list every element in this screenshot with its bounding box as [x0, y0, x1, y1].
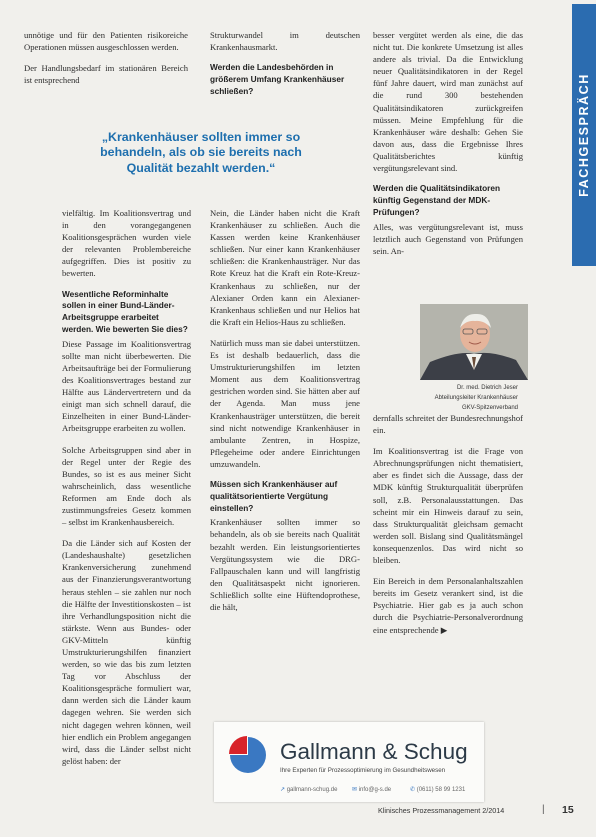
paragraph: Nein, die Länder haben nicht die Kraft Krankenhäuser zu schließen. Auch die Kassen werden keine Krankenhäuser schließen. Nur einer kann Krankenhäuser schließen: die Krankenhausträger. Nur das Rote Kreuz hat die Kraft ein Rote-Kreuz-Krankenhaus zu schließen, nur der Alexianer Orden kann ein Alexianer-Krankenhaus schließen und nur Helios hat die Kraft ein Helios-Haus zu schließen.: [210, 208, 360, 327]
pie-logo-icon: [228, 735, 268, 775]
section-tab: [572, 4, 596, 266]
paragraph: Krankenhäuser sollten immer so behandeln, als ob sie bereits nach Qualität bezahlt werden. Ein leistungsorientiertes Vergütungssystem wie die DRG-Fallpauschalen kann und will langfristig den Qualitätsaspekt nicht ignorieren. Schließlich sollte eine Hüftendoprothese, die hält,: [210, 517, 360, 613]
paragraph: vielfältig. Im Koalitionsvertrag und in den vorangegangenen Koalitionsgesprächen wurden viele der relevanten Problembereiche aufgegriffen. Dies ist positiv zu bewerten.: [62, 208, 191, 279]
page-footer: [378, 804, 574, 816]
column-3-continued: [373, 412, 523, 645]
page-number: 15: [562, 804, 574, 816]
section-tab-label: FACHGESPRÄCH: [577, 73, 591, 197]
column-1-bottom: [62, 207, 191, 776]
column-3-top: [373, 29, 523, 266]
mail-icon: ✉: [352, 787, 358, 793]
paragraph: Da die Länder sich auf Kosten der (Landeshaushalte) gesetzlichen Krankenversicherung zunehmend aus der Finanzierungsverantwortung heraus stehlen – sie zahlen nur noch die Hälfte der Investitionskosten – ist ihre Verhandlungsposition nicht die stärkste. Wenn aus Bundes- oder GKV-Mitteln künftig Umstrukturierungshilfen finanziert werden, so wie das bis zum letzten Tag vor Abschluss der Koalitionsgespräche formuliert war, dann werden sich die Länder kaum dagegen wehren. Sie werden sich nicht dagegen wehren können, weil hier endlich ein Problem angegangen wird, dass die Länder selbst nicht gelöst haben: der: [62, 538, 191, 766]
advertisement[interactable]: [214, 722, 484, 802]
footer-separator: |: [542, 804, 545, 815]
ad-web-link[interactable]: ↗ gallmann-schug.de: [280, 787, 338, 793]
photo-caption: [400, 384, 518, 413]
paragraph: Strukturwandel im deutschen Krankenhausmarkt.: [210, 30, 360, 53]
question-heading: Wesentliche Reforminhalte sollen in einer Bund-Länder-Arbeitsgruppe erarbeitet werden. Wie bewerten Sie dies?: [62, 288, 188, 334]
portrait-photo: [420, 304, 528, 380]
column-2-top: [210, 29, 360, 100]
caption-name: Dr. med. Dietrich Jeser: [456, 385, 518, 391]
paragraph: unnötige und für den Patienten risikoreiche Operationen müssen ausgeschlossen werden.: [24, 30, 188, 53]
portrait-illustration: [420, 304, 528, 380]
column-1-top: [24, 29, 188, 95]
paragraph: Solche Arbeitsgruppen sind aber in der Regel unter der Regie des Bundes, so ist es aus meiner Sicht wahrscheinlich, dass wesentliche Reformen am Ende doch als zustimmungsfreies Gesetz kommen – selbst im Krankenhausbereich.: [62, 444, 191, 528]
paragraph: Im Koalitionsvertrag ist die Frage von Abrechnungsprüfungen nicht thematisiert, aber es findet sich die Aussage, dass der MDK künftig Strukturqualität überprüfen soll, z.B. Personalausstattungen. Das scheint mir ein Hinweis darauf zu sein, dass Strukturqualität gleichsam gemacht werden soll. Bislang sind Qualitätsmängel konsequenzenlos. Das wird nicht so bleiben.: [373, 446, 523, 566]
paragraph: besser vergütet werden als eine, die das nicht tut. Die konkrete Umsetzung ist alles andere als trivial. Da die Entwicklung neuer Qualitätsindikatoren in der Regel fünf Jahre dauert, wird man zunächst auf die rund 300 bestehenden Qualitätsindikatoren zurückgreifen müssen. Meine Empfehlung für die Krankenhäuser wäre deshalb: Gehen Sie davon aus, dass die Ergebnisse Ihres Qualitätsberichtes künftig vergütungsrelevant sind.: [373, 30, 523, 174]
ad-phone: ✆ (0611) 58 99 1231: [410, 787, 466, 793]
ad-email-link[interactable]: ✉ info@g-s.de: [352, 787, 392, 793]
caption-organization: GKV-Spitzenverband: [461, 404, 518, 411]
paragraph: Ein Bereich in dem Personalanhaltszahlen bereits im Gesetz verankert sind, ist die Psychiatrie. Hier gab es ja auch schon durch die Psychiatrie-Personalverordnung eine entsprechende ▶: [373, 576, 523, 635]
question-heading: Werden die Qualitätsindikatoren künftig Gegenstand der MDK-Prüfungen?: [373, 183, 501, 217]
magazine-name: Klinisches Prozessmanagement 2/2014: [378, 806, 505, 815]
paragraph: dernfalls schreitet der Bundesrechnungshof ein.: [373, 413, 523, 436]
question-heading: Müssen sich Krankenhäuser auf qualitätsorientierte Vergütung einstellen?: [210, 478, 338, 513]
question-heading: Werden die Landesbehörden in größerem Umfang Krankenhäuser schließen?: [210, 62, 345, 96]
ad-tagline: Ihre Experten für Prozessoptimierung im Gesundheitswesen: [280, 767, 446, 774]
paragraph: Natürlich muss man sie dabei unterstützen. Es ist deshalb bedauerlich, dass die Umstrukturierungshilfen im letzten Moment aus dem Koalitionsvertrag gestrichen worden sind. Sie hätten aber auf der Agenda. Man muss jene Krankenhausträger unterstützen, die bereit sind nicht notwendige Krankenhäuser in ambulante Zentren, in Hospize, Pflegeheime oder andere Einrichtungen umzuwandeln.: [210, 337, 360, 469]
paragraph: Diese Passage im Koalitionsvertrag sollte man nicht überbewerten. Die Arbeitsaufträge bei der Formulierung des Koalitionsvertrages bestand zur Hälfte aus Ländervertretern und da einigt man sich schnell darauf, die Einzelheiten in einer Bund-Länder-Arbeitsgruppe erarbeiten zu wollen.: [62, 338, 191, 434]
ad-company-name: Gallmann & Schug: [280, 739, 468, 764]
pull-quote: „Krankenhäuser sollten immer so behandeln, als ob sie bereits nach Qualität bezahlt werden.“: [100, 130, 302, 175]
caption-role: Abteilungsleiter Krankenhäuser: [434, 394, 518, 401]
column-2-bottom: [210, 207, 360, 622]
globe-icon: ↗: [280, 787, 286, 793]
paragraph: Alles, was vergütungsrelevant ist, muss letztlich auch Gegenstand von Prüfungen sein. An-: [373, 221, 523, 256]
paragraph: Der Handlungsbedarf im stationären Bereich ist entsprechend: [24, 63, 188, 86]
phone-icon: ✆: [410, 787, 416, 793]
